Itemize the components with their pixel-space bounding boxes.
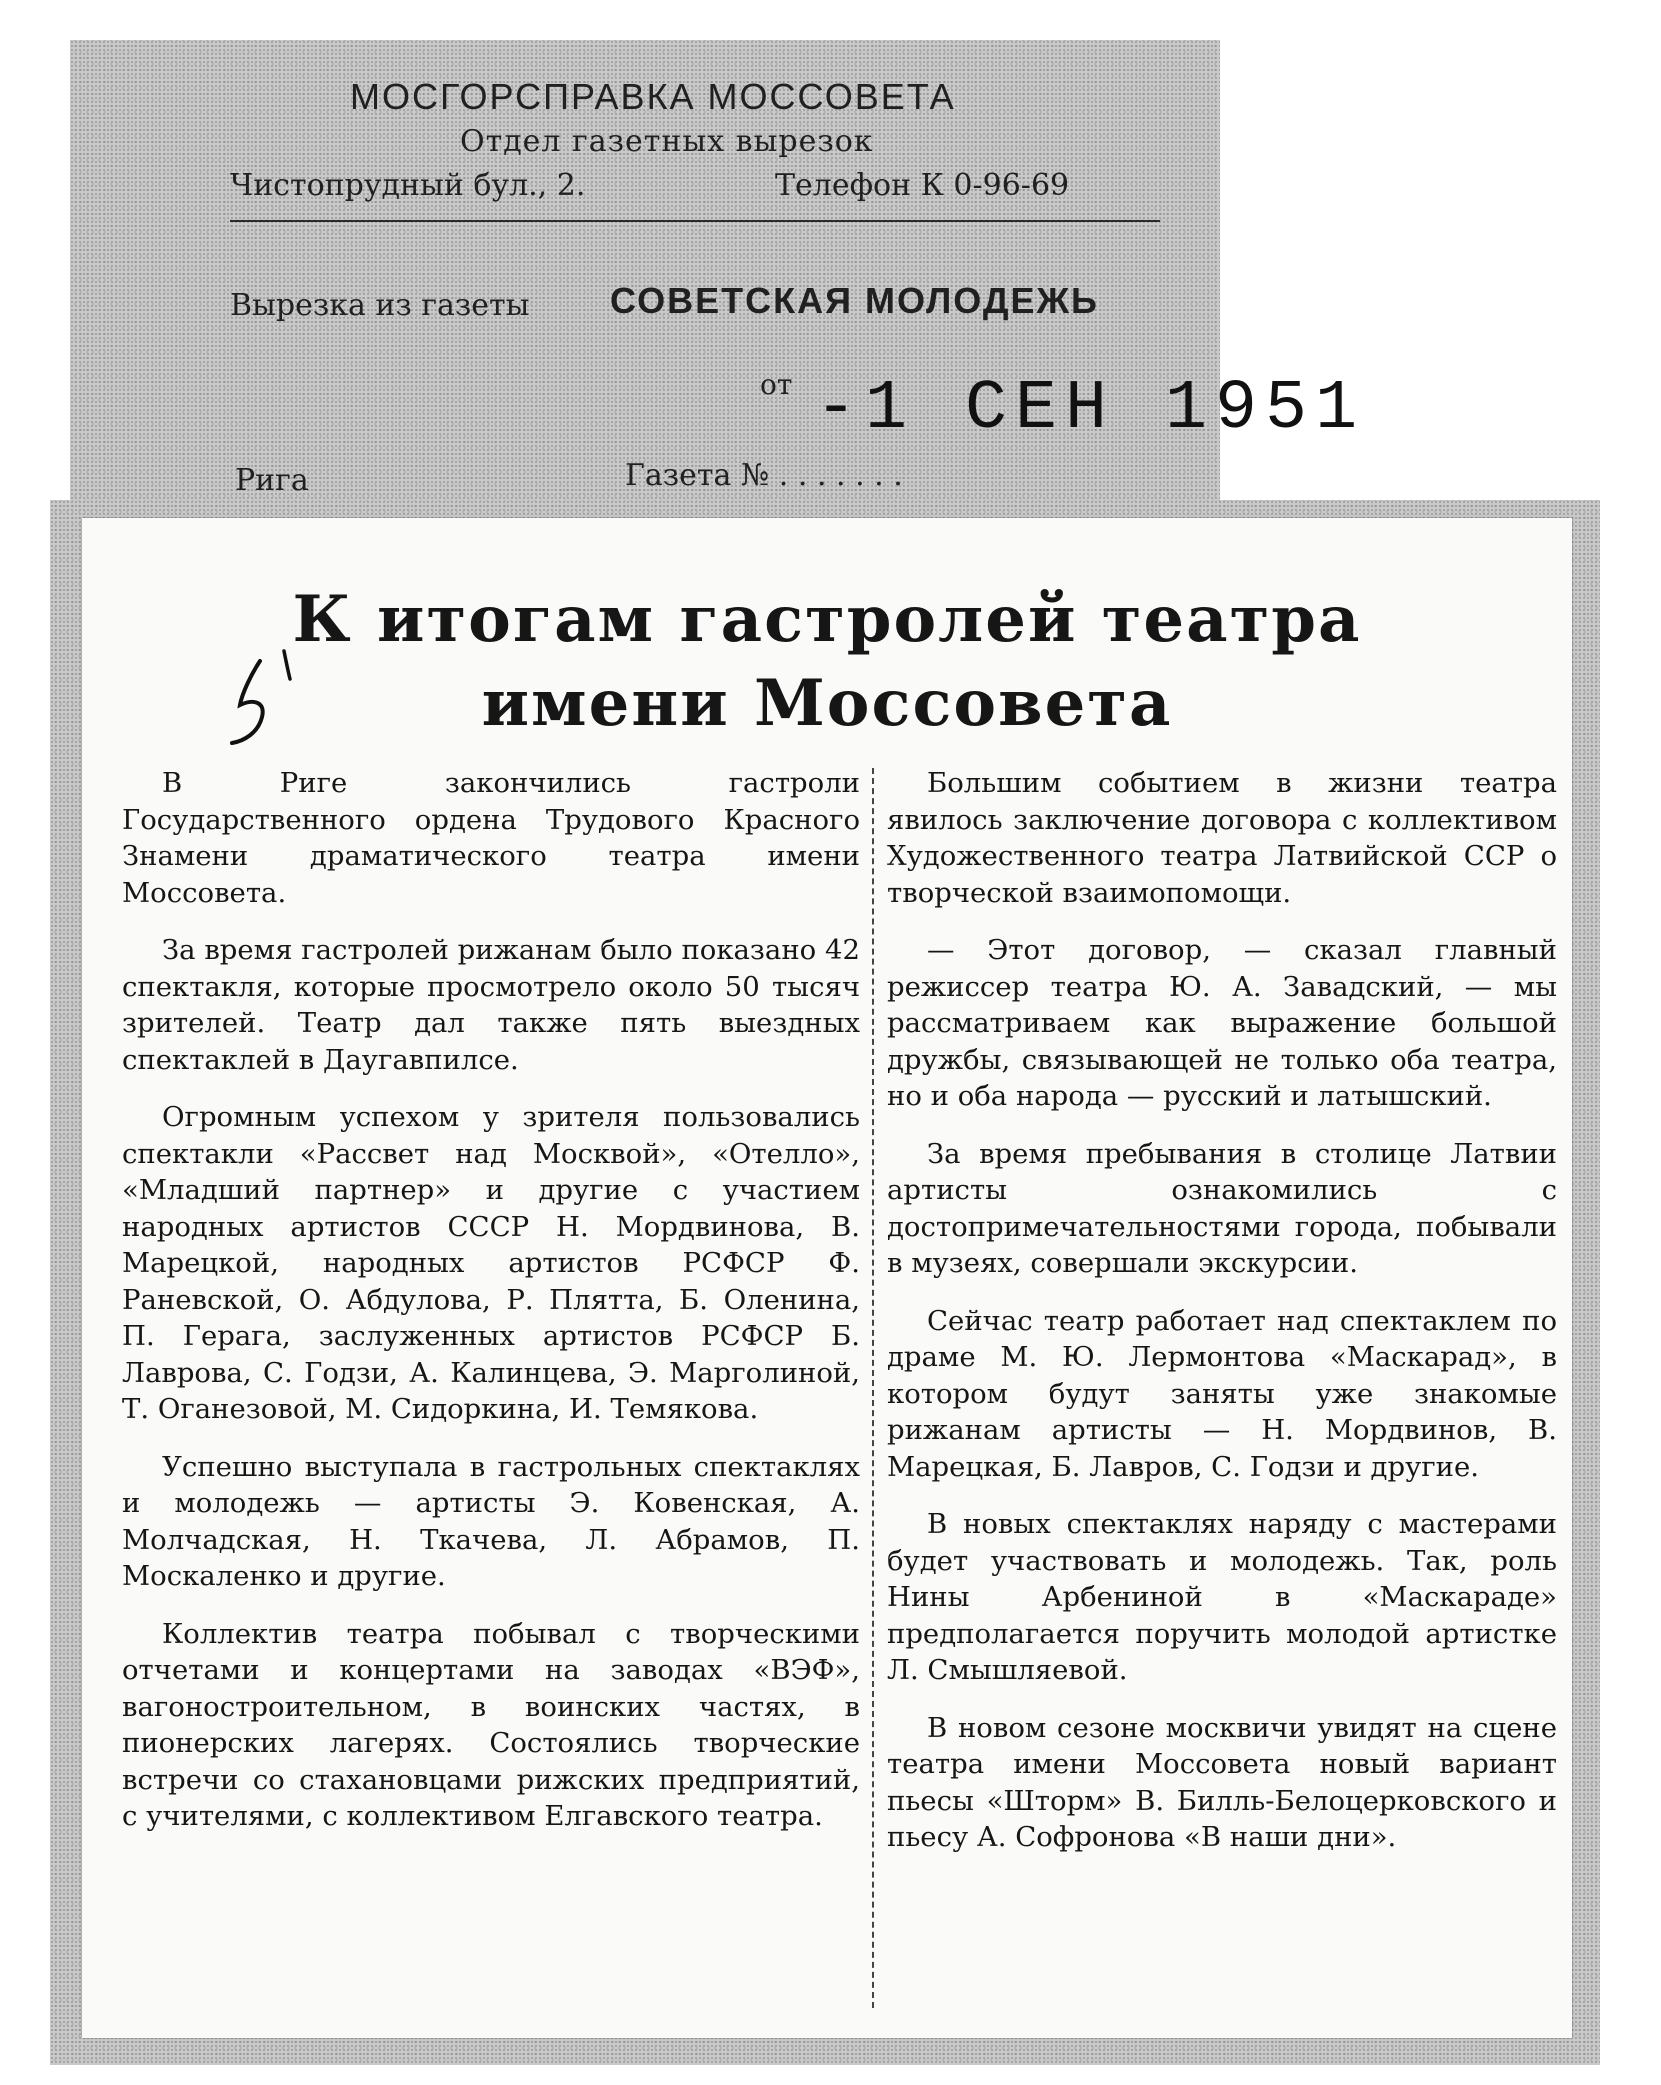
department-name: Отдел газетных вырезок [460,124,874,159]
city-label: Рига [235,463,309,498]
newspaper-clipping [82,518,1572,2038]
paragraph: За время гастролей рижанам было показано 42 спектакля, которые просмотрело около 50 тысяч зрителей. Театр дал также пять выездных спектаклей в Даугавпилсе. [122,934,860,1076]
paragraph: Успешно выступала в гастрольных спектаклях и молодежь — артисты Э. Ковенская, А. Молчадская, Н. Ткачева, Л. Абрамов, П. Москаленко и другие. [122,1450,860,1592]
bureau-phone: Телефон К 0-96-69 [775,168,1070,203]
column-divider [872,768,874,2008]
paragraph: В новых спектаклях наряду с мастерами будет участвовать и молодежь. Так, роль Нины Арбениной в «Маскараде» предполагается поручить молодой артистке Л. Смышляевой. [887,1508,1557,1686]
clip-source-label: Вырезка из газеты [230,288,530,323]
bureau-name: МОСГОРСПРАВКА МОССОВЕТА [350,76,956,117]
headline-line-2: имени Моссовета [481,666,1173,741]
bureau-address: Чистопрудный бул., 2. [230,168,586,203]
paragraph: Большим событием в жизни театра явилось заключение договора с коллективом Художественного театра Латвийской ССР о творческой взаимопомощи. [887,767,1557,909]
article-left-column [122,765,860,1856]
article-right-column [887,765,1557,1877]
headline-line-1: К итогам гастролей театра [292,582,1362,657]
issue-number-label: Газета № . . . . . . . [625,458,903,493]
date-prefix: от [760,368,793,401]
paragraph: Огромным успехом у зрителя пользовались спектакли «Рассвет над Москвой», «Отелло», «Младший партнер» и другие с участием народных артистов СССР Н. Мордвинова, В. Марецкой, народных артистов РСФСР Ф. Раневской, О. Абдулова, Р. Плятта, Б. Оленина, П. Герага, заслуженных артистов РСФСР Б. Лаврова, С. Годзи, А. Калинцева, Э. Марголиной, Т. Оганезовой, М. Сидоркина, И. Темякова. [122,1101,860,1425]
header-divider [230,220,1160,222]
date-stamp: -1 СЕН 1951 [815,370,1366,449]
paragraph: Коллектив театра побывал с творческими отчетами и концертами на заводах «ВЭФ», вагоностроительном, в воинских частях, в пионерских лагерях. Состоялись творческие встречи со стахановцами рижских предприятий, с учителями, с коллективом Елгавского театра. [122,1617,860,1832]
paragraph: В новом сезоне москвичи увидят на сцене театра имени Моссовета новый вариант пьесы «Шторм» В. Билль-Белоцерковского и пьесу А. Софронова «В наши дни». [887,1711,1557,1853]
handwritten-pencil-mark [222,643,312,753]
paragraph: Сейчас театр работает над спектаклем по драме М. Ю. Лермонтова «Маскарад», в котором будут заняты уже знакомые рижанам артисты — Н. Мордвинов, В. Марецкая, Б. Лавров, С. Годзи и другие. [887,1304,1557,1483]
paragraph: В Риге закончились гастроли Государственного ордена Трудового Красного Знамени драматического театра имени Моссовета. [122,767,860,909]
clipping-bureau-header [70,40,1366,520]
paragraph: — Этот договор, — сказал главный режиссер театра Ю. А. Завадский, — мы рассматриваем как выражение большой дружбы, связывающей не только оба театра, но и оба народа — русский и латышский. [887,934,1557,1112]
paragraph: За время пребывания в столице Латвии артисты ознакомились с достопримечательностями города, побывали в музеях, совершали экскурсии. [887,1137,1557,1279]
newspaper-name: СОВЕТСКАЯ МОЛОДЕЖЬ [610,280,1099,321]
article-headline [162,578,1492,746]
